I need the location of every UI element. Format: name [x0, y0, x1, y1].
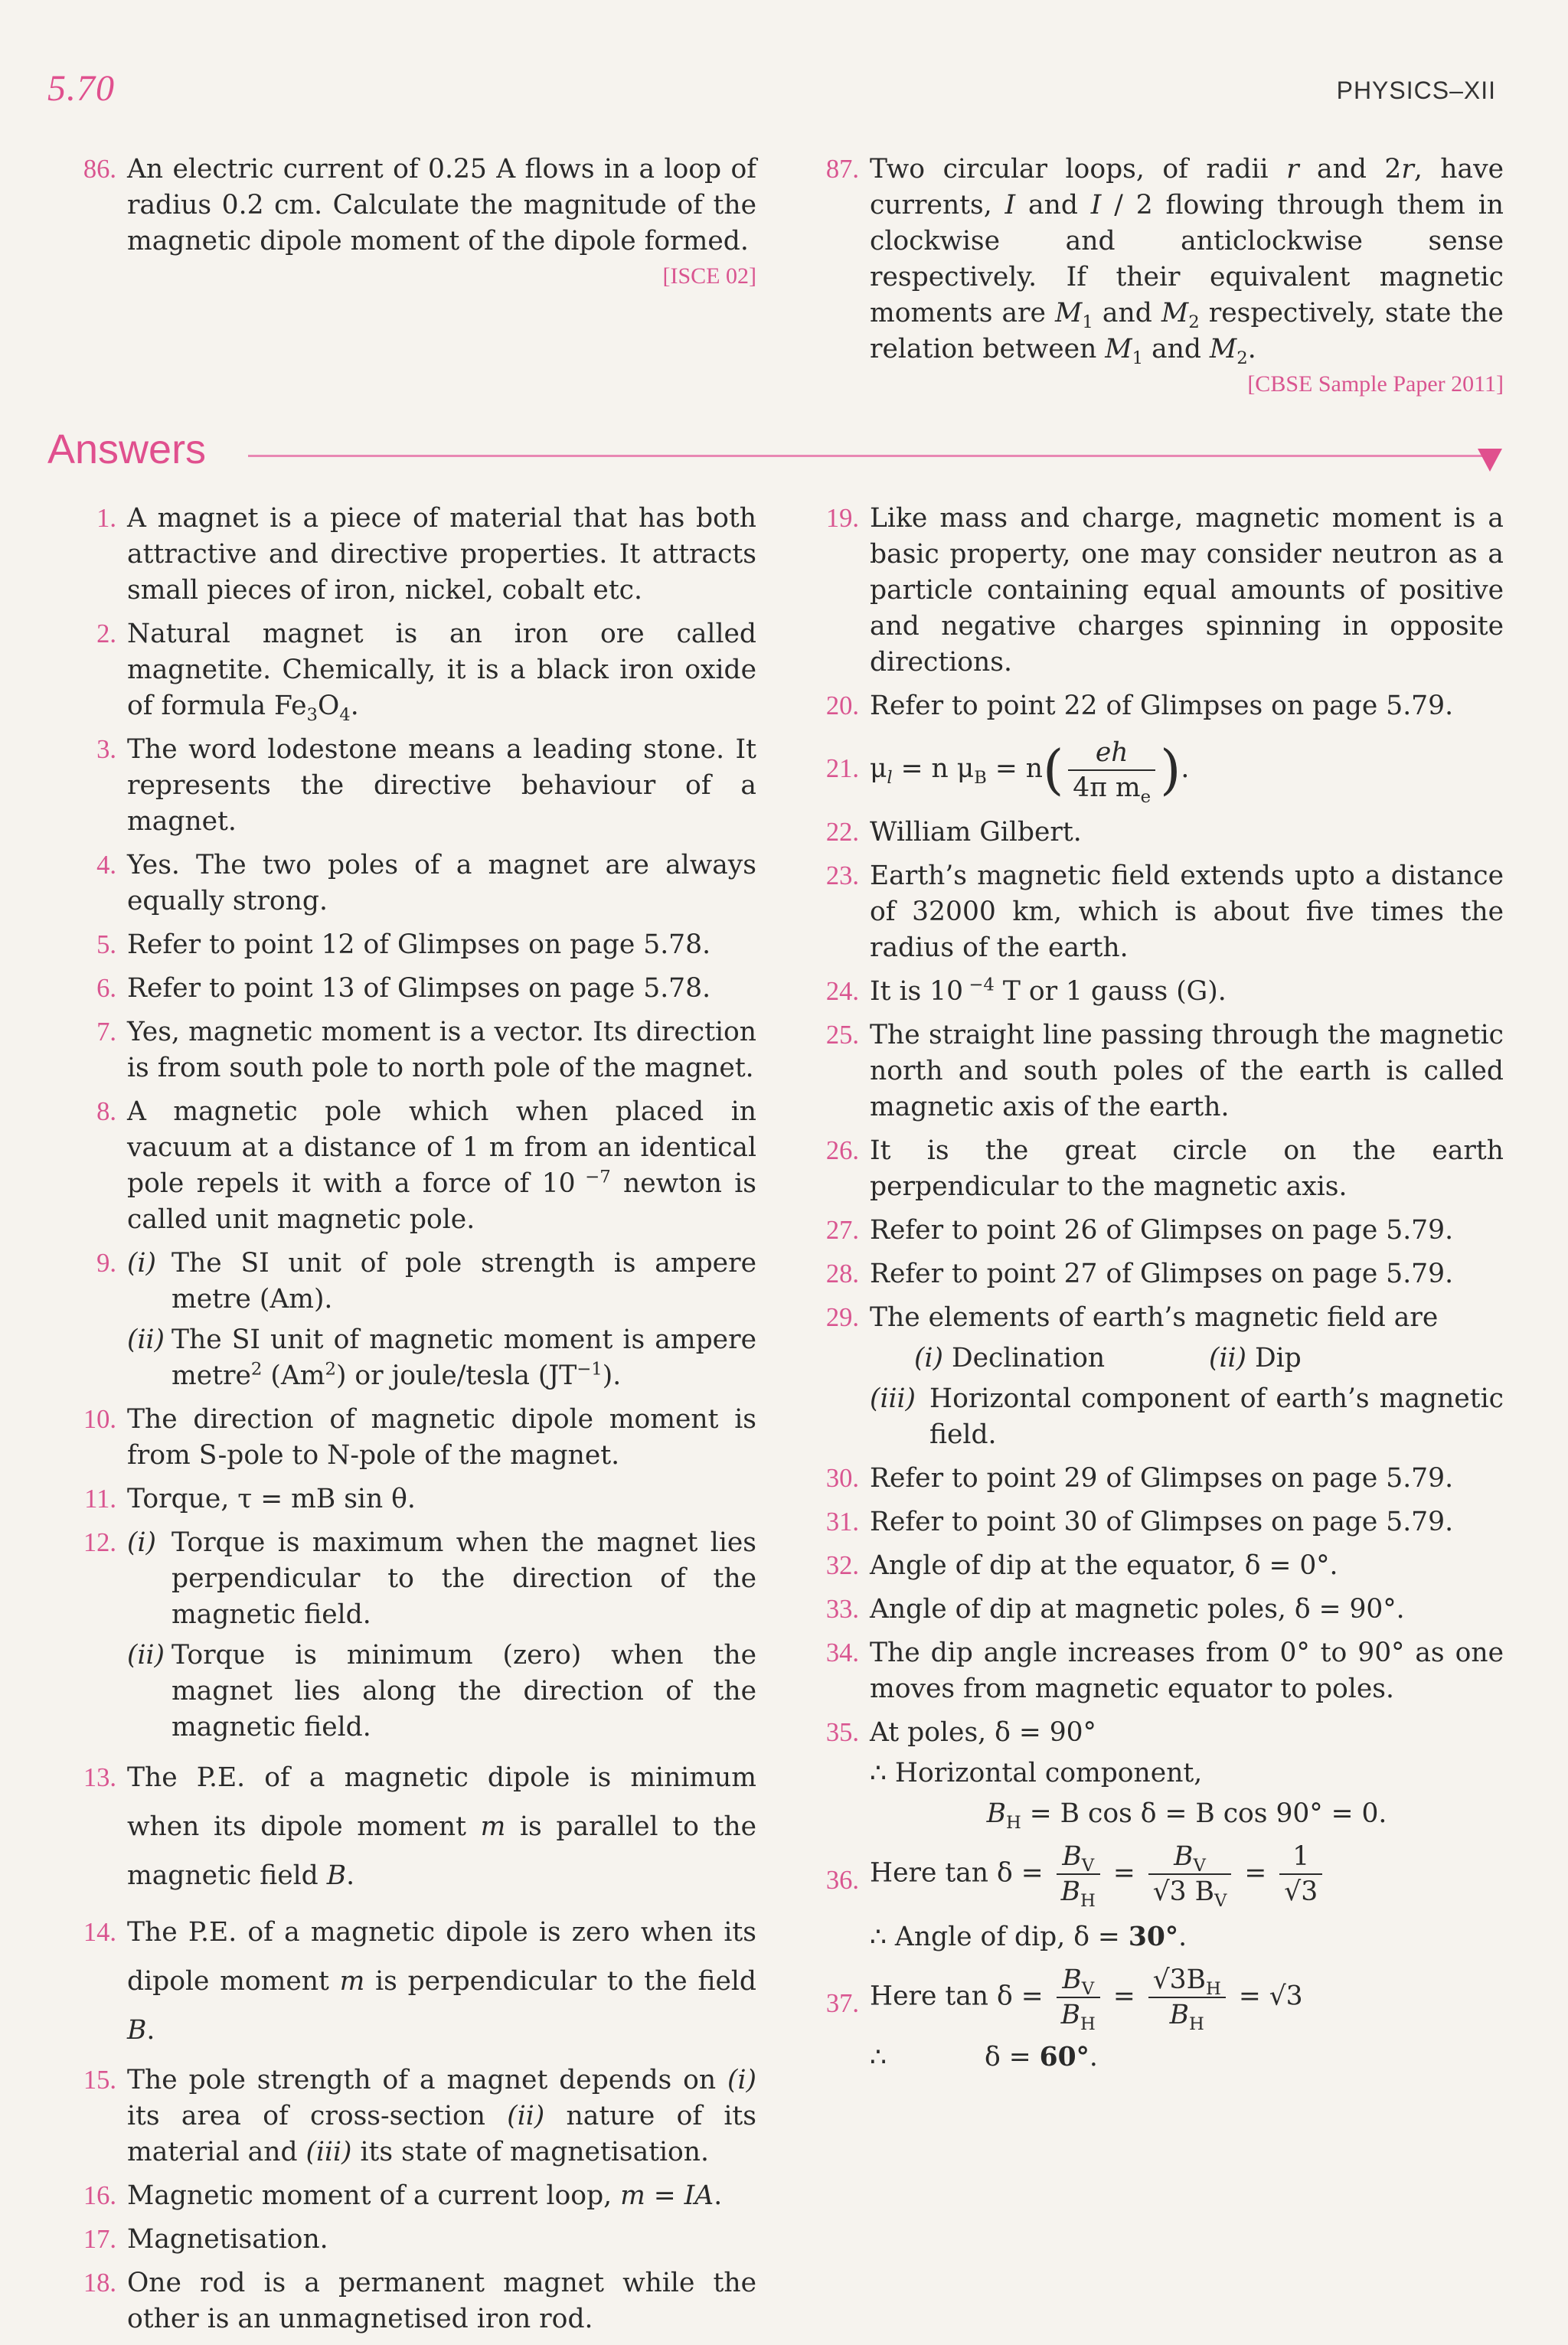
answer-33: 33. Angle of dip at magnetic poles, δ = 90°.: [825, 1593, 1405, 1625]
answer-26: 26. It is the great circle on the earth perpendicular to the magnetic axis.: [825, 1135, 1504, 1202]
answer-2: 2. Natural magnet is an iron ore called magnetite. Chemically, it is a black iron oxide of formula $Fe_3O_4$.: [96, 619, 756, 725]
answers-left-column: [67, 501, 756, 2345]
answer-25: 25. The straight line passing through the magnetic north and south poles of the earth is called magnetic axis of the earth.: [825, 1019, 1504, 1122]
answer-34: 34. The dip angle increases from 0° to 90° as one moves from magnetic equator to poles.: [825, 1637, 1504, 1704]
answer-4: 4. Yes. The two poles of a magnet are always equally strong.: [96, 850, 756, 916]
answer-35: 35. At poles, δ = 90° ∴ Horizontal component, $B_H = B$ cos δ = B cos 90° = 0.: [825, 1716, 1387, 1833]
answer-8: 8. A magnetic pole which when placed in vacuum at a distance of 1 m from an identical pole repels it with a force of 10 $^{-7}$ newton is called unit magnetic pole.: [96, 1096, 757, 1235]
answer-23: 23. Earth’s magnetic field extends upto a distance of 32000 km, which is about five times the radius of the earth.: [825, 860, 1504, 963]
answer-3: 3. The word lodestone means a leading stone. It represents the directive behaviour of a magnet.: [96, 734, 756, 837]
answer-15: 15. The pole strength of a magnet depends on (i) its area of cross-section (ii) nature of its material and (iii) its state of magnetisation.: [83, 2065, 756, 2167]
fraction: $\frac{B_V}{B_H}$: [1057, 1963, 1100, 2032]
answer-19: 19. Like mass and charge, magnetic moment is a basic property, one may consider neutron as a particle containing equal amounts of positive and negative charges spinning in opposite directions.: [825, 503, 1504, 678]
running-title: PHYSICS–XII: [1336, 77, 1496, 104]
answer-37: 37. Here tan δ = $\frac{B_V}{B_H}$ = $\frac{√3B_H}{B_H}$ = √3 ∴ δ = 60°.: [825, 1964, 1303, 2072]
question-text: An electric current of 0.25 A flows in a loop of radius 0.2 cm. Calculate the magnitude of the magnetic dipole moment of the dipole formed.: [127, 154, 756, 256]
answer-36: 36. Here tan δ = $\frac{B_V}{B_H}$ = $\frac{B_V}{√3 B_V}$ = $\frac{1}{√3}$ ∴ Angle of dip, δ = 30°.: [810, 1840, 1504, 1955]
answer-18: 18. One rod is a permanent magnet while the other is an unmagnetised iron rod.: [83, 2268, 756, 2334]
answer-11: 11. Torque, τ = mB sin θ.: [84, 1484, 416, 1514]
answer-6: 6. Refer to point 13 of Glimpses on page 5.78.: [96, 973, 711, 1004]
question-text: Two circular loops, of radii r and 2r, have currents, I and I / 2 flowing through them in clockwise and anticlockwise sense respectively. If their equivalent magnetic moments are $M_1$ and $M_2$ respectively, state the relation between $M_1$ and $M_2$.: [870, 154, 1504, 368]
answer-20: 20. Refer to point 22 of Glimpses on page 5.79.: [825, 691, 1454, 721]
answers-title: Answers: [47, 426, 207, 472]
fraction: $\frac{1}{√3}$: [1279, 1840, 1322, 1909]
answer-10: 10. The direction of magnetic dipole moment is from S-pole to N-pole of the magnet.: [83, 1404, 756, 1471]
question-source: [CBSE Sample Paper 2011]: [1247, 371, 1504, 397]
answer-9: 9. (i) The SI unit of pole strength is ampere metre (Am). (ii) The SI unit of magnetic moment is ampere metre$^2$ (Am$^2$) or joule/tesla $(JT^{-1})$.: [96, 1248, 756, 1391]
answers-right-column: [810, 501, 1504, 2083]
answer-30: 30. Refer to point 29 of Glimpses on page 5.79.: [825, 1462, 1454, 1494]
question-86: [67, 152, 756, 293]
arrow-down-icon: [1478, 449, 1502, 472]
answer-14: 14. The P.E. of a magnetic dipole is zero when its dipole moment m is perpendicular to the field B.: [83, 1917, 756, 2046]
answer-12: 12. (i) Torque is maximum when the magnet lies perpendicular to the direction of the magnetic field. (ii) Torque is minimum (zero) when the magnet lies along the direction of the magnetic field.: [83, 1527, 756, 1742]
answer-22: 22. William Gilbert.: [825, 816, 1082, 848]
question-source: [ISCE 02]: [662, 263, 756, 289]
question-87: [810, 152, 1504, 401]
answer-17: 17. Magnetisation.: [83, 2224, 328, 2255]
answer-31: 31. Refer to point 30 of Glimpses on page 5.79.: [825, 1506, 1454, 1537]
fraction: $\frac{B_V}{B_H}$: [1057, 1840, 1100, 1909]
answer-1: 1. A magnet is a piece of material that has both attractive and directive properties. It attracts small pieces of iron, nickel, cobalt etc.: [96, 503, 756, 606]
answer-28: 28. Refer to point 27 of Glimpses on page 5.79.: [825, 1258, 1454, 1289]
answer-24: 24. It is 10 $^{-4}$ T or 1 gauss (G).: [825, 975, 1227, 1007]
heading-rule: [248, 455, 1484, 457]
answer-7: 7. Yes, magnetic moment is a vector. Its direction is from south pole to north pole of the magnet.: [96, 1017, 756, 1083]
answers-heading: [47, 426, 1502, 479]
answer-29: 29. The elements of earth’s magnetic field are (i) Declination (ii) Dip (iii) Horizontal component of earth’s magnetic field.: [825, 1302, 1504, 1450]
answer-16: 16. Magnetic moment of a current loop, m = IA.: [83, 2180, 723, 2211]
answer-13: 13. The P.E. of a magnetic dipole is minimum when its dipole moment m is parallel to the magnetic field B.: [83, 1762, 756, 1891]
answer-32: 32. Angle of dip at the equator, δ = 0°.: [825, 1550, 1338, 1581]
fraction: $\frac{eh}{4\pi m_e}$: [1068, 736, 1155, 805]
answer-5: 5. Refer to point 12 of Glimpses on page 5.78.: [96, 929, 711, 960]
answer-27: 27. Refer to point 26 of Glimpses on page 5.79.: [825, 1214, 1454, 1246]
answer-21: 21. $\mu_l = n$ $\mu_B = n$( $\frac{eh}{4\pi m_e}$ ).: [825, 736, 1190, 807]
question-number: 87.: [825, 155, 859, 184]
question-number: 86.: [83, 155, 116, 184]
fraction: $\frac{√3B_H}{B_H}$: [1148, 1963, 1226, 2032]
fraction: $\frac{B_V}{√3 B_V}$: [1148, 1840, 1232, 1909]
page-number: 5.70: [47, 68, 115, 109]
